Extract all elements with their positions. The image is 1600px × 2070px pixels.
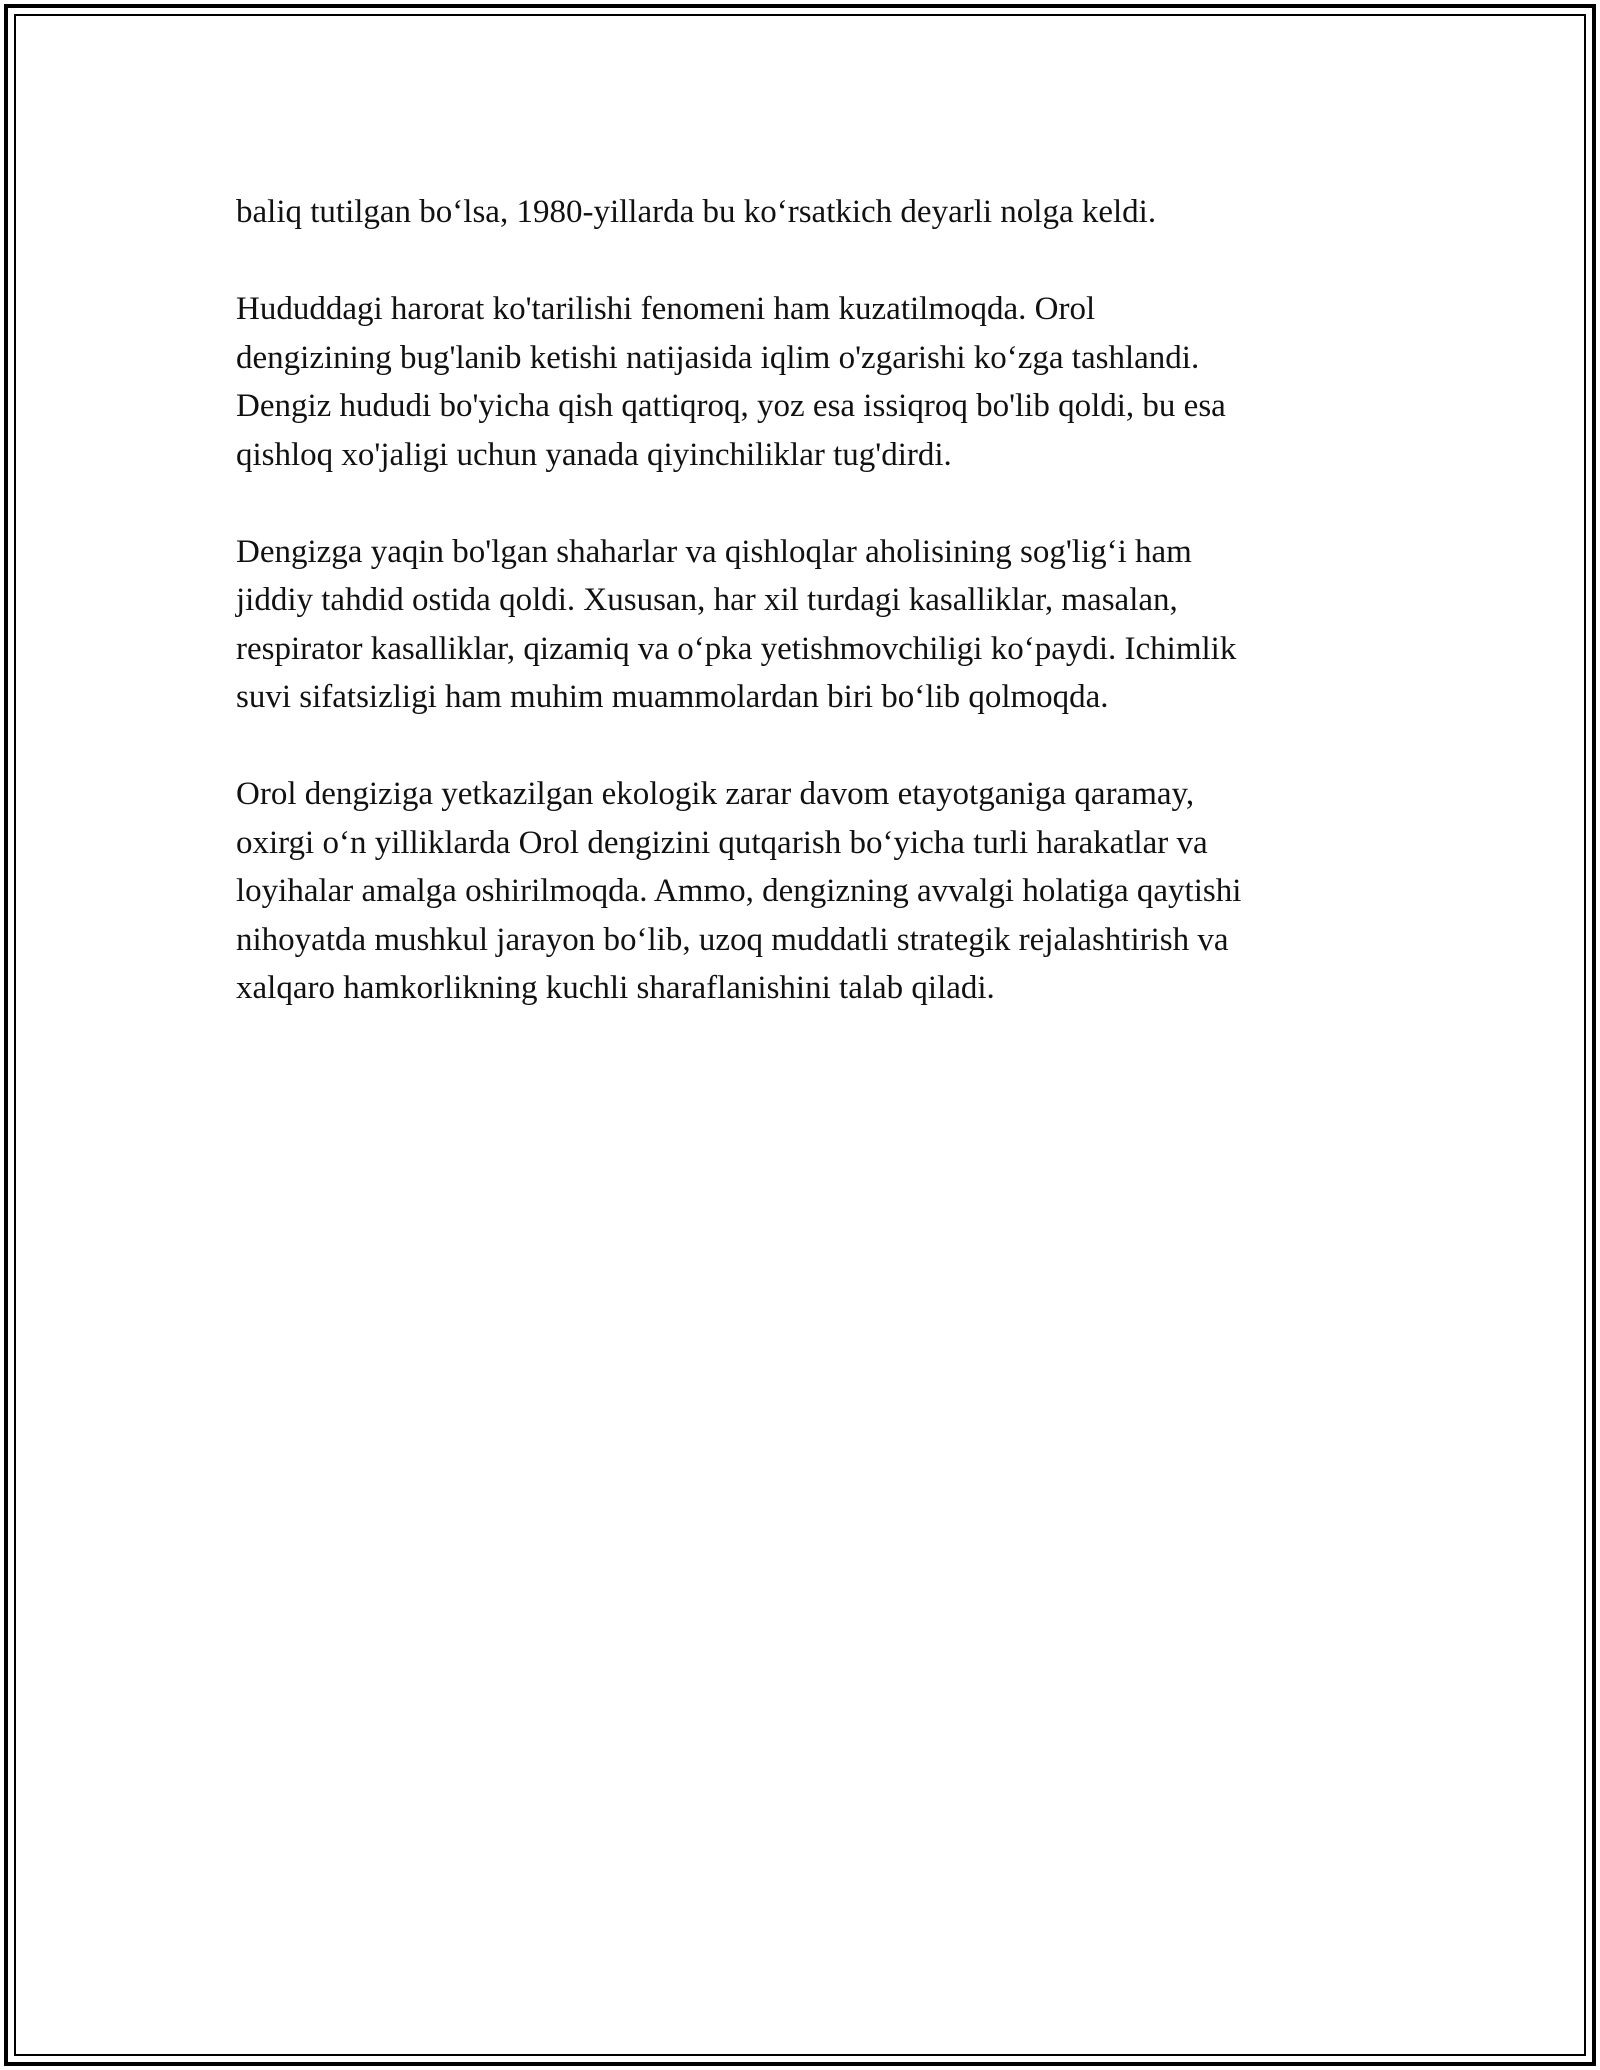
paragraph: Hududdagi harorat ko'tarilishi fenomeni ham kuzatilmoqda. Orol dengizining bug'lanib ketishi natijasida iqlim o'zgarishi ko‘zga tashlandi. Dengiz hududi bo'yicha qish qattiqroq, yoz esa issiqroq bo'lib qoldi, bu esa qishloq xo'jaligi uchun yanada qiyinchiliklar tug'dirdi. — [236, 291, 1226, 473]
paragraph: Dengizga yaqin bo'lgan shaharlar va qishloqlar aholisining sog'lig‘i ham jiddiy tahdid ostida qoldi. Xususan, har xil turdagi kasalliklar, masalan, respirator kasalliklar, qizamiq va o‘pka yetishmovchiligi ko‘paydi. Ichimlik suvi sifatsizligi ham muhim muammolardan biri bo‘lib qolmoqda. — [236, 533, 1237, 715]
paragraph: Orol dengiziga yetkazilgan ekologik zarar davom etayotganiga qaramay, oxirgi o‘n yilliklarda Orol dengizini qutqarish bo‘yicha turli harakatlar va loyihalar amalga oshirilmoqda. Ammo, dengizning avvalgi holatiga qaytishi nihoyatda mushkul jarayon bo‘lib, uzoq muddatli strategik rejalashtirish va xalqaro hamkorlikning kuchli sharaflanishini talab qiladi. — [236, 776, 1242, 1006]
paragraph: baliq tutilgan bo‘lsa, 1980-yillarda bu ko‘rsatkich deyarli nolga keldi. — [236, 194, 1157, 230]
document-body — [236, 188, 1366, 1061]
